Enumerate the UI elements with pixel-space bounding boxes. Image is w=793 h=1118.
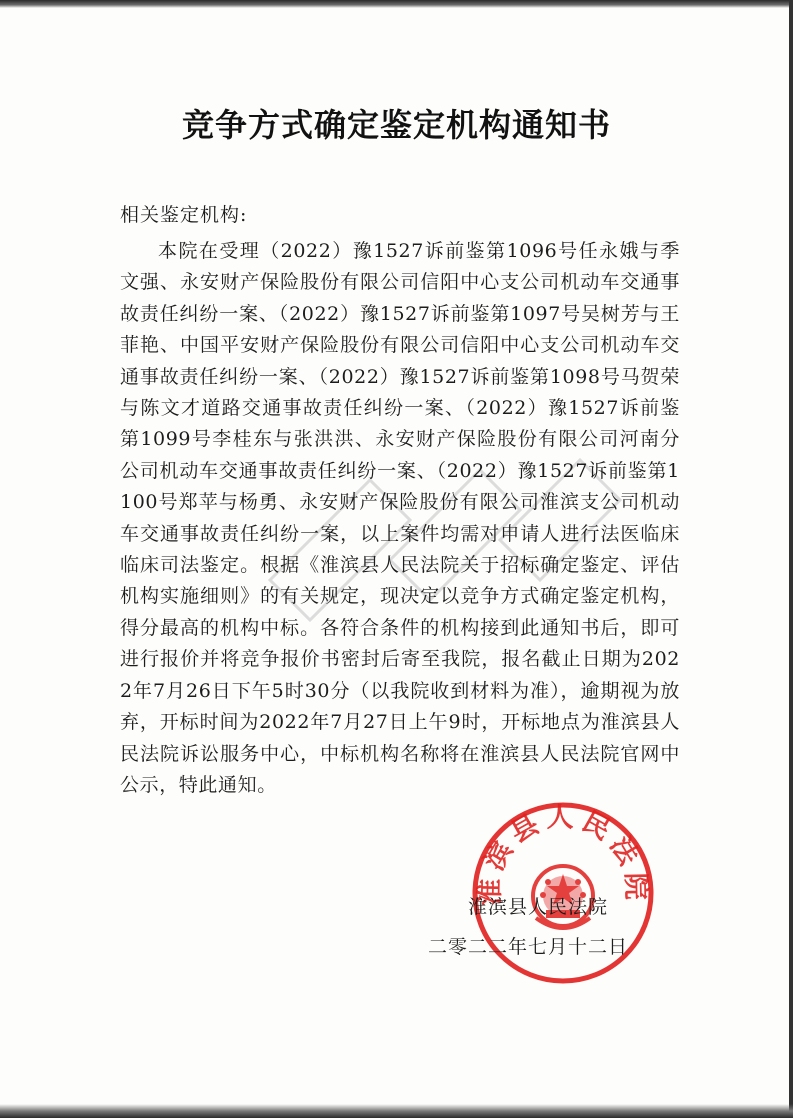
notice-body: 本院在受理（2022）豫1527诉前鉴第1096号任永娥与季文强、永安财产保险股份有限公司信阳中心支公司机动车交通事故责任纠纷一案、（2022）豫1527诉前鉴第1097号吴树芳与王菲艳、中国平安财产保险股份有限公司信阳中心支公司机动车交通事故责任纠纷一案、（2022）豫1527诉前鉴第1098号马贺荣与陈文才道路交通事故责任纠纷一案、（2022）豫1527诉前鉴第1099号李桂东与张洪洪、永安财产保险股份有限公司河南分公司机动车交通事故责任纠纷一案、（2022）豫1527诉前鉴第1100号郑苹与杨勇、永安财产保险股份有限公司淮滨支公司机动车交通事故责任纠纷一案，以上案件均需对申请人进行法医临床临床司法鉴定。根据《淮滨县人民法院关于招标确定鉴定、评估机构实施细则》的有关规定，现决定以竞争方式确定鉴定机构，得分最高的机构中标。各符合条件的机构接到此通知书后，即可进行报价并将竞争报价书密封后寄至我院，报名截止日期为2022年7月26日下午5时30分（以我院收到材料为准），逾期视为放弃，开标时间为2022年7月27日上午9时，开标地点为淮滨县人民法院诉讼服务中心，中标机构名称将在淮滨县人民法院官网中公示，特此通知。 [120,240,680,796]
issue-date: 二零二二年七月十二日 [428,936,629,958]
document-title: 竞争方式确定鉴定机构通知书 [181,106,611,144]
seal-ring-text: 淮滨县人民法院 [474,802,652,907]
issuer-name: 淮滨县人民法院 [468,896,609,918]
scan-edge-bottom [0,1104,793,1118]
salutation: 相关鉴定机构: [120,204,248,226]
scan-edge-right [789,0,793,1118]
scan-edge-top [0,0,793,8]
